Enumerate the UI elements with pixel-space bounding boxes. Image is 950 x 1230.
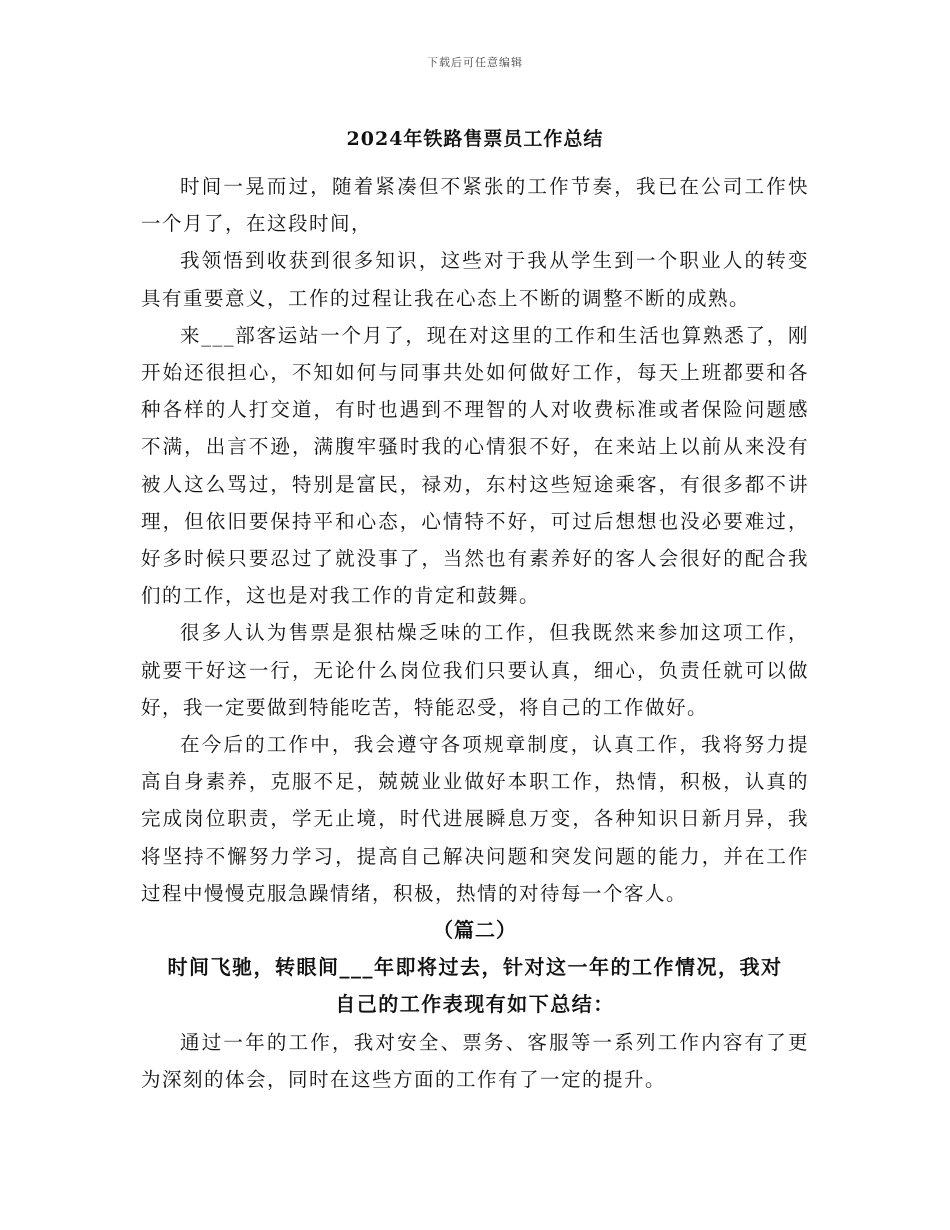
section-2-intro-line-2: 自己的工作表现有如下总结： (335, 992, 615, 1017)
section-2-paragraph: 通过一年的工作，我对安全、票务、客服等一系列工作内容有了更为深刻的体会，同时在这些方面的工作有了一定的提升。 (141, 1030, 809, 1091)
paragraph-3: 来___部客运站一个月了，现在对这里的工作和生活也算熟悉了，刚开始还很担心，不知如何与同事共处如何做好工作，每天上班都要和各种各样的人打交道，有时也遇到不理智的人对收费标准或者保险问题感不满，出言不逊，满腹牢骚时我的心情狠不好，在来站上以前从来没有被人这么骂过，特别是富民，禄劝，东村这些短途乘客，有很多都不讲理，但依旧要保持平和心态，心情特不好，可过后想想也没必要难过，好多时候只要忍过了就没事了，当然也有素养好的客人会很好的配合我们的工作，这也是对我工作的肯定和鼓舞。 (141, 323, 809, 608)
section-2-intro-line-1: 时间飞驰，转眼间___年即将过去，针对这一年的工作情况，我对 (167, 955, 783, 980)
paragraph-2: 我领悟到收获到很多知识，这些对于我从学生到一个职业人的转变具有重要意义，工作的过程让我在心态上不断的调整不断的成熟。 (141, 249, 809, 310)
paragraph-4: 很多人认为售票是狠枯燥乏味的工作，但我既然来参加这项工作，就要干好这一行，无论什么岗位我们只要认真，细心，负责任就可以做好，我一定要做到特能吃苦，特能忍受，将自己的工作做好。 (141, 621, 809, 719)
page-header-note: 下载后可任意编辑 (427, 56, 523, 69)
document-body (141, 168, 809, 1098)
paragraph-5: 在今后的工作中，我会遵守各项规章制度，认真工作，我将努力提高自身素养，克服不足，兢兢业业做好本职工作，热情，积极，认真的完成岗位职责，学无止境，时代进展瞬息万变，各种知识日新月异，我将坚持不懈努力学习，提高自己解决问题和突发问题的能力，并在工作过程中慢慢克服急躁情绪，积极，热情的对待每一个客人。 (141, 733, 809, 905)
paragraph-1: 时间一晃而过，随着紧凑但不紧张的工作节奏，我已在公司工作快一个月了，在这段时间， (141, 175, 809, 236)
section-2-heading: （篇二） (433, 918, 517, 943)
document-title: 2024年铁路售票员工作总结 (346, 128, 604, 150)
